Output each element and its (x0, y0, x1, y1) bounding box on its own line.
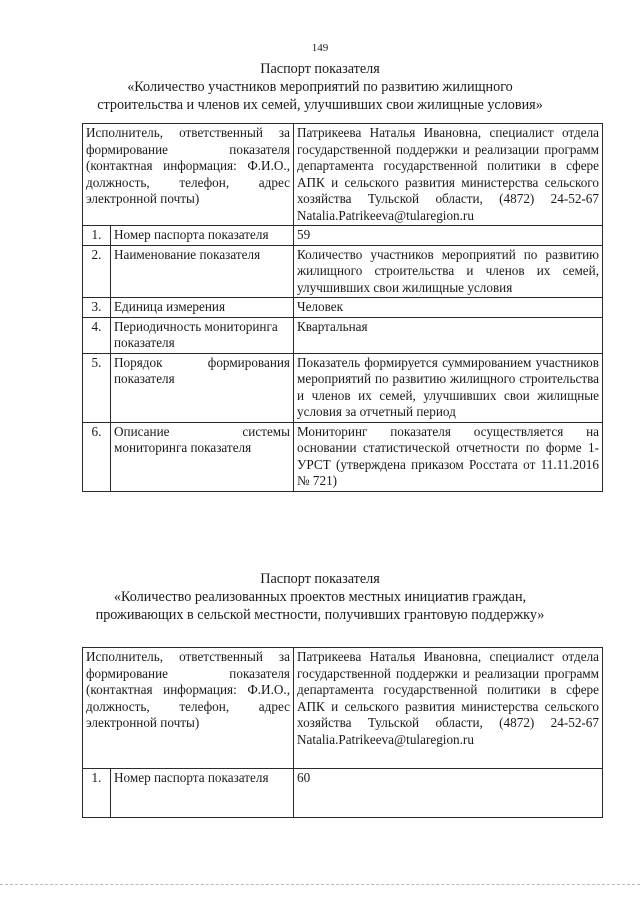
row-value: Показатель формируется суммированием участников мероприятий по развитию жилищного строительства и членов их семей, улучшивших свои жилищные условия за отчетный период (294, 353, 603, 422)
passport1-subtitle-line1: «Количество участников мероприятий по развитию жилищного (127, 79, 513, 95)
row-name: Наименование показателя (111, 245, 294, 298)
table-row (83, 422, 603, 491)
table-row (83, 245, 603, 298)
row-value: 60 (294, 769, 603, 818)
executor-value: Патрикеева Наталья Ивановна, специалист отдела государственной поддержки и реализации программ департамента государственной политики в сфере АПК и сельского развития министерства сельского хозяйства Тульской области, (4872) 24-52-67 Natalia.Patrikeeva@tularegion.ru (294, 124, 603, 226)
scan-edge-divider (0, 884, 640, 886)
table-row (83, 298, 603, 318)
executor-label: Исполнитель, ответственный за формирование показателя (контактная информация: Ф.И.О., должность, телефон, адрес электронной почты) (83, 648, 294, 769)
passport2-subtitle-line1: «Количество реализованных проектов местных инициатив граждан, (113, 589, 527, 605)
row-value: Количество участников мероприятий по развитию жилищного строительства и членов их семей, улучшивших свои жилищные условия (294, 245, 603, 298)
passport2-subtitle-line2: проживающих в сельской местности, получивших грантовую поддержку» (95, 607, 545, 623)
row-name: Порядок формирования показателя (111, 353, 294, 422)
row-name: Описание системы мониторинга показателя (111, 422, 294, 491)
table-row (83, 226, 603, 246)
row-number: 6. (83, 422, 111, 491)
row-number: 5. (83, 353, 111, 422)
table-row (83, 353, 603, 422)
table-row (83, 124, 603, 226)
passport2-title: Паспорт показателя (260, 571, 380, 587)
passport1-title: Паспорт показателя (260, 61, 380, 77)
row-value: 59 (294, 226, 603, 246)
row-name: Номер паспорта показателя (111, 226, 294, 246)
row-number: 3. (83, 298, 111, 318)
table-row (83, 769, 603, 818)
executor-label: Исполнитель, ответственный за формирование показателя (контактная информация: Ф.И.О., должность, телефон, адрес электронной почты) (83, 124, 294, 226)
row-value: Человек (294, 298, 603, 318)
row-number: 1. (83, 769, 111, 818)
table-row (83, 648, 603, 769)
row-number: 4. (83, 317, 111, 353)
passport2-heading (40, 570, 600, 624)
row-number: 2. (83, 245, 111, 298)
row-name: Единица измерения (111, 298, 294, 318)
passport1-table (82, 123, 603, 492)
row-name: Номер паспорта показателя (111, 769, 294, 818)
page-number: 149 (311, 42, 329, 54)
passport2-table (82, 647, 603, 818)
row-name: Периодичность мониторинга показателя (111, 317, 294, 353)
passport1-heading (40, 60, 600, 114)
passport1-subtitle-line2: строительства и членов их семей, улучшивших свои жилищные условия» (97, 97, 543, 113)
executor-value: Патрикеева Наталья Ивановна, специалист отдела государственной поддержки и реализации программ департамента государственной политики в сфере АПК и сельского развития министерства сельского хозяйства Тульской области, (4872) 24-52-67 Natalia.Patrikeeva@tularegion.ru (294, 648, 603, 769)
row-value: Квартальная (294, 317, 603, 353)
row-number: 1. (83, 226, 111, 246)
row-value: Мониторинг показателя осуществляется на основании статистической отчетности по форме 1-УРСТ (утверждена приказом Росстата от 11.11.2016 № 721) (294, 422, 603, 491)
table-row (83, 317, 603, 353)
